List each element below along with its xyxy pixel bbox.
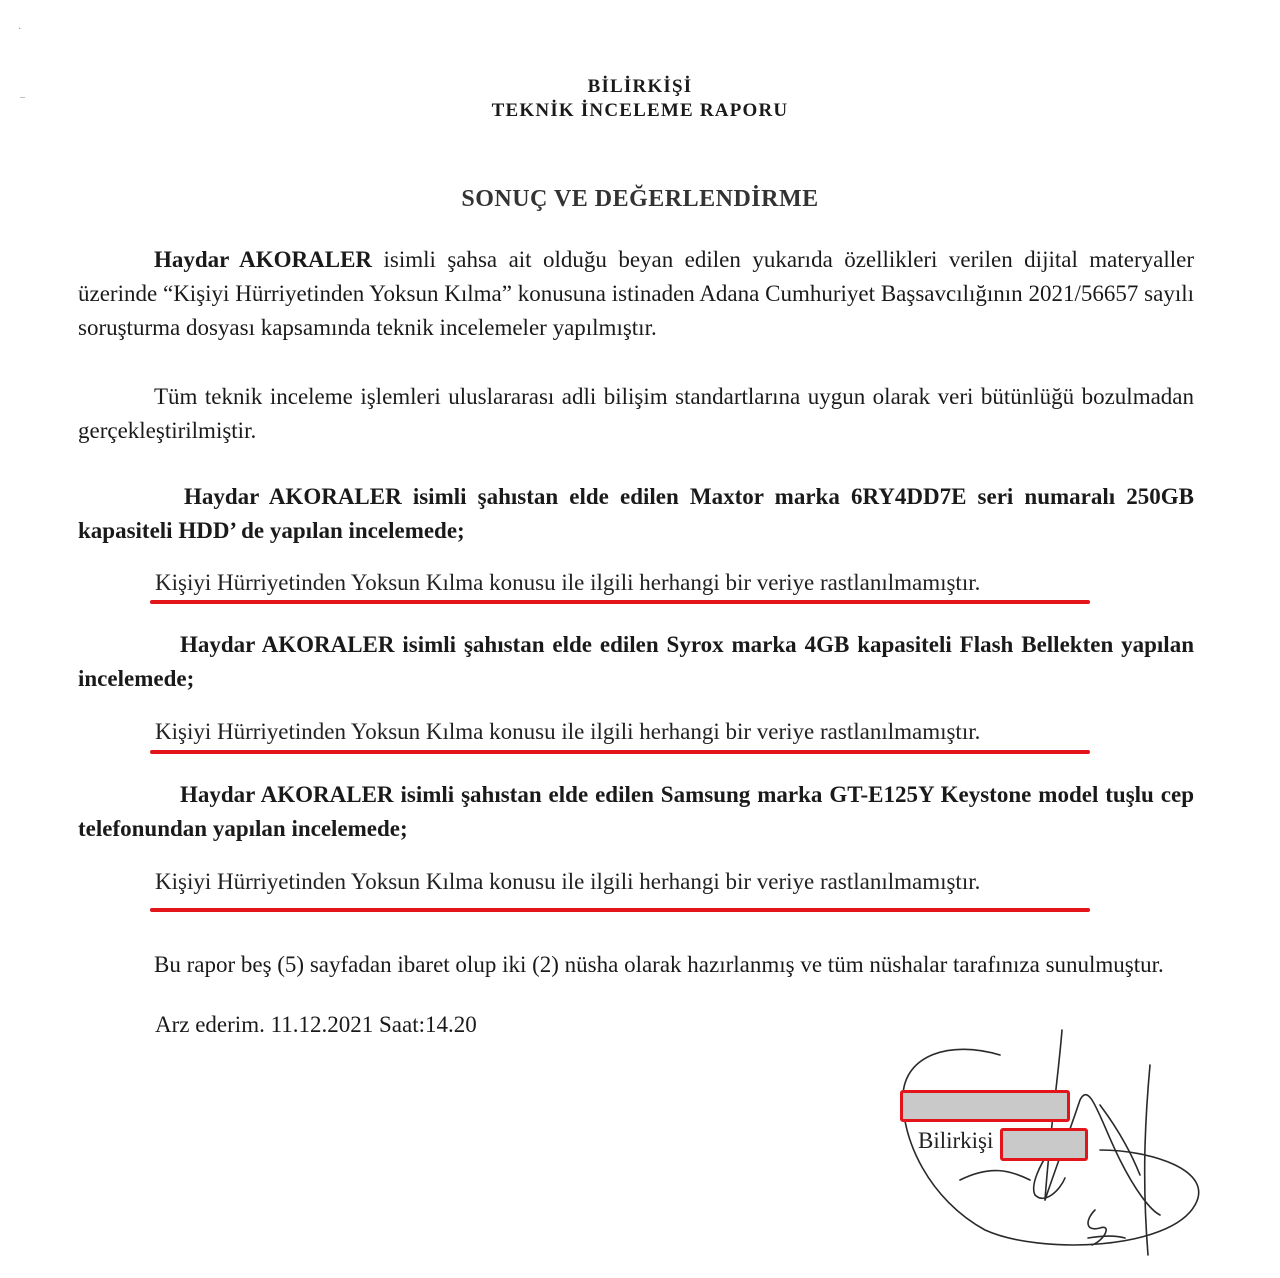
signature-label: Bilirkişi <box>918 1128 994 1153</box>
item-finding-hdd: Kişiyi Hürriyetinden Yoksun Kılma konusu ile ilgili herhangi bir veriye rastlanılmamıştır. <box>155 570 981 595</box>
intro-text: isimli şahsa ait olduğu beyan edilen yukarıda özellikleri verilen dijital materyaller üzerinde “Kişiyi Hürriyetinden Yoksun Kılma” konusuna istinaden Adana Cumhuriyet Başsavcılığının 2021/56657 sayılı soruşturma dosyası kapsamında teknik incelemeler yapılmıştır. <box>78 247 1194 340</box>
subject-name: Haydar AKORALER <box>154 247 373 272</box>
item-finding-phone: Kişiyi Hürriyetinden Yoksun Kılma konusu ile ilgili herhangi bir veriye rastlanılmamıştır. <box>155 869 981 894</box>
item-finding-flash: Kişiyi Hürriyetinden Yoksun Kılma konusu ile ilgili herhangi bir veriye rastlanılmamıştır. <box>155 719 981 744</box>
scan-speck: · <box>18 24 22 35</box>
item-heading-phone: Haydar AKORALER isimli şahıstan elde edilen Samsung marka GT-E125Y Keystone model tuşlu cep telefonundan yapılan incelemede; <box>78 782 1194 841</box>
redaction-box <box>1000 1128 1088 1161</box>
report-header-line1: BİLİRKİŞİ <box>587 76 693 97</box>
standards-paragraph: Tüm teknik inceleme işlemleri uluslararası adli bilişim standartlarına uygun olarak veri bütünlüğü bozulmadan gerçekleştirilmiştir. <box>78 384 1194 443</box>
scan-speck: – <box>20 92 25 103</box>
report-header-line2: TEKNİK İNCELEME RAPORU <box>491 100 789 121</box>
item-heading-hdd: Haydar AKORALER isimli şahıstan elde edilen Maxtor marka 6RY4DD7E seri numaralı 250GB kapasiteli HDD’ de yapılan incelemede; <box>78 484 1194 543</box>
redaction-box <box>900 1090 1070 1122</box>
signoff-line: Arz ederim. 11.12.2021 Saat:14.20 <box>155 1012 477 1037</box>
section-title: SONUÇ VE DEĞERLENDİRME <box>461 186 819 212</box>
closing-paragraph: Bu rapor beş (5) sayfadan ibaret olup iki (2) nüsha olarak hazırlanmış ve tüm nüshalar tarafınıza sunulmuştur. <box>154 952 1164 977</box>
item-heading-flash: Haydar AKORALER isimli şahıstan elde edilen Syrox marka 4GB kapasiteli Flash Bellekten yapılan incelemede; <box>78 632 1194 691</box>
